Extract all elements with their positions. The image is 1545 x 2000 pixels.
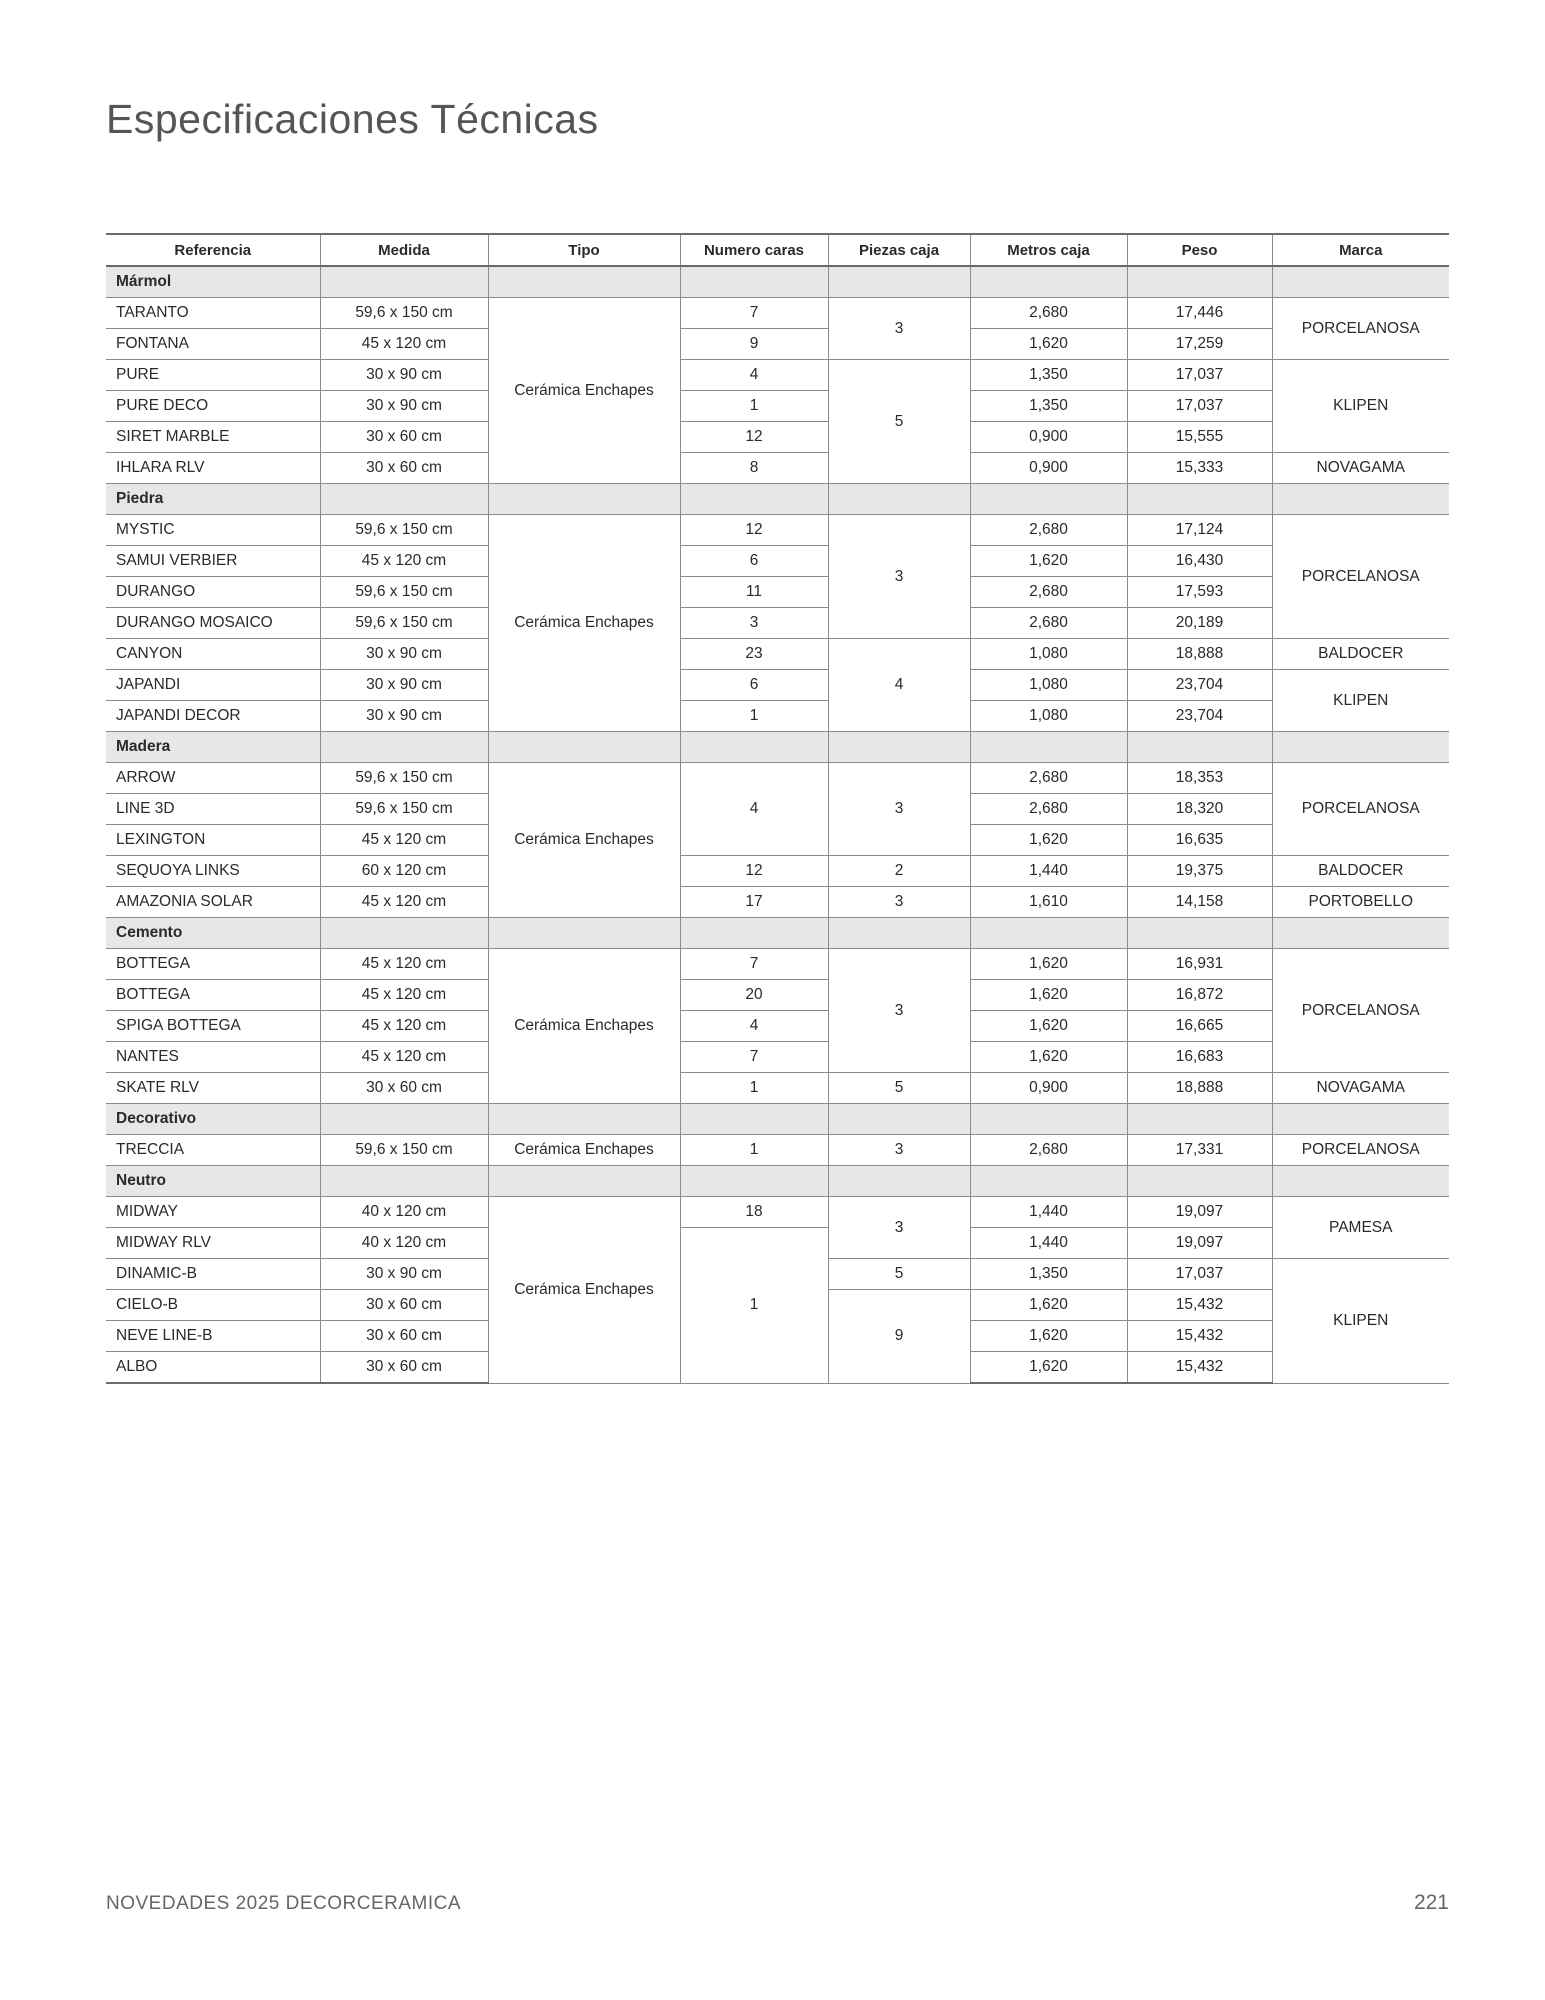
category-row-madera <box>106 732 1449 763</box>
cell-caras: 6 <box>680 546 828 577</box>
category-row-marmol <box>106 266 1449 298</box>
cell-metros: 1,610 <box>970 887 1127 918</box>
category-row-cemento <box>106 918 1449 949</box>
cell-referencia: CIELO-B <box>106 1290 320 1321</box>
cell-tipo: Cerámica Enchapes <box>488 763 680 918</box>
cell-peso: 17,331 <box>1127 1135 1272 1166</box>
table-row <box>106 856 1449 887</box>
category-label: Mármol <box>106 266 320 298</box>
cell-caras: 1 <box>680 701 828 732</box>
cell-referencia: LINE 3D <box>106 794 320 825</box>
cell-metros: 1,440 <box>970 856 1127 887</box>
cell-referencia: FONTANA <box>106 329 320 360</box>
cell-peso: 18,888 <box>1127 639 1272 670</box>
cell-marca: PORCELANOSA <box>1272 949 1449 1073</box>
cell-piezas: 3 <box>828 1197 970 1259</box>
cell-peso: 15,432 <box>1127 1290 1272 1321</box>
cell-piezas: 3 <box>828 887 970 918</box>
category-row-piedra <box>106 484 1449 515</box>
cell-piezas: 3 <box>828 949 970 1073</box>
cell-peso: 23,704 <box>1127 670 1272 701</box>
cell-referencia: PURE <box>106 360 320 391</box>
cell-metros: 2,680 <box>970 763 1127 794</box>
cell-medida: 45 x 120 cm <box>320 1042 488 1073</box>
cell-marca: PORCELANOSA <box>1272 298 1449 360</box>
cell-referencia: MIDWAY <box>106 1197 320 1228</box>
cell-piezas: 5 <box>828 1259 970 1290</box>
cell-metros: 2,680 <box>970 298 1127 329</box>
table-row <box>106 701 1449 732</box>
cell-metros: 1,080 <box>970 701 1127 732</box>
cell-marca: NOVAGAMA <box>1272 1073 1449 1104</box>
cell-peso: 17,446 <box>1127 298 1272 329</box>
header-medida: Medida <box>320 234 488 266</box>
cell-caras: 6 <box>680 670 828 701</box>
cell-peso: 19,097 <box>1127 1197 1272 1228</box>
table-row <box>106 887 1449 918</box>
cell-peso: 16,931 <box>1127 949 1272 980</box>
table-row <box>106 329 1449 360</box>
cell-referencia: MIDWAY RLV <box>106 1228 320 1259</box>
cell-referencia: AMAZONIA SOLAR <box>106 887 320 918</box>
table-row <box>106 763 1449 794</box>
cell-peso: 16,683 <box>1127 1042 1272 1073</box>
cell-peso: 19,097 <box>1127 1228 1272 1259</box>
specifications-table <box>106 233 1449 1384</box>
header-numero-caras: Numero caras <box>680 234 828 266</box>
cell-medida: 60 x 120 cm <box>320 856 488 887</box>
table-row <box>106 453 1449 484</box>
cell-metros: 1,350 <box>970 1259 1127 1290</box>
cell-referencia: IHLARA RLV <box>106 453 320 484</box>
cell-metros: 1,620 <box>970 546 1127 577</box>
cell-marca: PORCELANOSA <box>1272 1135 1449 1166</box>
cell-metros: 2,680 <box>970 794 1127 825</box>
cell-referencia: ARROW <box>106 763 320 794</box>
cell-tipo: Cerámica Enchapes <box>488 298 680 484</box>
table-row <box>106 1011 1449 1042</box>
cell-metros: 1,080 <box>970 670 1127 701</box>
cell-peso: 20,189 <box>1127 608 1272 639</box>
category-label: Piedra <box>106 484 320 515</box>
header-piezas-caja: Piezas caja <box>828 234 970 266</box>
cell-metros: 0,900 <box>970 1073 1127 1104</box>
cell-peso: 17,037 <box>1127 391 1272 422</box>
cell-medida: 30 x 60 cm <box>320 1352 488 1384</box>
cell-metros: 1,440 <box>970 1228 1127 1259</box>
cell-piezas: 5 <box>828 360 970 484</box>
cell-referencia: SIRET MARBLE <box>106 422 320 453</box>
cell-medida: 45 x 120 cm <box>320 980 488 1011</box>
table-row <box>106 360 1449 391</box>
cell-caras: 23 <box>680 639 828 670</box>
cell-peso: 18,320 <box>1127 794 1272 825</box>
cell-metros: 1,620 <box>970 949 1127 980</box>
cell-referencia: ALBO <box>106 1352 320 1384</box>
cell-marca: BALDOCER <box>1272 856 1449 887</box>
table-row <box>106 639 1449 670</box>
cell-caras: 7 <box>680 298 828 329</box>
cell-medida: 59,6 x 150 cm <box>320 577 488 608</box>
cell-referencia: SKATE RLV <box>106 1073 320 1104</box>
cell-peso: 15,432 <box>1127 1352 1272 1384</box>
cell-metros: 1,350 <box>970 391 1127 422</box>
cell-marca: PORCELANOSA <box>1272 763 1449 856</box>
cell-caras: 12 <box>680 422 828 453</box>
cell-metros: 2,680 <box>970 577 1127 608</box>
cell-piezas: 3 <box>828 298 970 360</box>
category-label: Madera <box>106 732 320 763</box>
table-row <box>106 422 1449 453</box>
cell-medida: 30 x 90 cm <box>320 1259 488 1290</box>
cell-metros: 1,620 <box>970 825 1127 856</box>
cell-piezas: 2 <box>828 856 970 887</box>
cell-referencia: BOTTEGA <box>106 949 320 980</box>
cell-piezas: 3 <box>828 515 970 639</box>
cell-caras: 1 <box>680 1073 828 1104</box>
cell-metros: 2,680 <box>970 515 1127 546</box>
cell-referencia: NANTES <box>106 1042 320 1073</box>
cell-medida: 30 x 90 cm <box>320 391 488 422</box>
cell-caras: 20 <box>680 980 828 1011</box>
cell-caras: 11 <box>680 577 828 608</box>
cell-referencia: CANYON <box>106 639 320 670</box>
cell-marca: PAMESA <box>1272 1197 1449 1259</box>
cell-medida: 40 x 120 cm <box>320 1228 488 1259</box>
cell-caras: 12 <box>680 515 828 546</box>
table-row <box>106 980 1449 1011</box>
cell-referencia: PURE DECO <box>106 391 320 422</box>
cell-medida: 30 x 60 cm <box>320 422 488 453</box>
cell-peso: 17,037 <box>1127 360 1272 391</box>
cell-marca: PORCELANOSA <box>1272 515 1449 639</box>
cell-metros: 2,680 <box>970 608 1127 639</box>
cell-peso: 16,635 <box>1127 825 1272 856</box>
cell-caras: 18 <box>680 1197 828 1228</box>
cell-peso: 17,259 <box>1127 329 1272 360</box>
cell-referencia: DINAMIC-B <box>106 1259 320 1290</box>
cell-peso: 16,872 <box>1127 980 1272 1011</box>
cell-medida: 30 x 90 cm <box>320 670 488 701</box>
cell-peso: 14,158 <box>1127 887 1272 918</box>
cell-medida: 45 x 120 cm <box>320 825 488 856</box>
cell-marca: KLIPEN <box>1272 670 1449 732</box>
table-row <box>106 298 1449 329</box>
cell-medida: 45 x 120 cm <box>320 546 488 577</box>
header-peso: Peso <box>1127 234 1272 266</box>
cell-caras: 4 <box>680 763 828 856</box>
cell-tipo: Cerámica Enchapes <box>488 515 680 732</box>
cell-referencia: DURANGO <box>106 577 320 608</box>
cell-referencia: SPIGA BOTTEGA <box>106 1011 320 1042</box>
cell-referencia: JAPANDI DECOR <box>106 701 320 732</box>
cell-referencia: MYSTIC <box>106 515 320 546</box>
cell-medida: 40 x 120 cm <box>320 1197 488 1228</box>
cell-peso: 16,665 <box>1127 1011 1272 1042</box>
cell-peso: 15,432 <box>1127 1321 1272 1352</box>
cell-caras: 17 <box>680 887 828 918</box>
cell-peso: 15,333 <box>1127 453 1272 484</box>
cell-medida: 30 x 90 cm <box>320 639 488 670</box>
cell-peso: 19,375 <box>1127 856 1272 887</box>
header-marca: Marca <box>1272 234 1449 266</box>
cell-caras: 8 <box>680 453 828 484</box>
cell-tipo: Cerámica Enchapes <box>488 1135 680 1166</box>
cell-caras: 12 <box>680 856 828 887</box>
table-header-row <box>106 234 1449 266</box>
cell-metros: 1,620 <box>970 1352 1127 1384</box>
cell-tipo: Cerámica Enchapes <box>488 949 680 1104</box>
header-metros-caja: Metros caja <box>970 234 1127 266</box>
table-row <box>106 1135 1449 1166</box>
cell-referencia: BOTTEGA <box>106 980 320 1011</box>
cell-caras: 7 <box>680 1042 828 1073</box>
table-row <box>106 515 1449 546</box>
category-label: Decorativo <box>106 1104 320 1135</box>
cell-caras: 9 <box>680 329 828 360</box>
cell-peso: 17,037 <box>1127 1259 1272 1290</box>
cell-metros: 0,900 <box>970 453 1127 484</box>
cell-metros: 1,080 <box>970 639 1127 670</box>
cell-medida: 59,6 x 150 cm <box>320 298 488 329</box>
cell-medida: 30 x 60 cm <box>320 1321 488 1352</box>
cell-metros: 1,350 <box>970 360 1127 391</box>
cell-metros: 1,620 <box>970 980 1127 1011</box>
table-row <box>106 1197 1449 1228</box>
cell-metros: 1,620 <box>970 1321 1127 1352</box>
cell-medida: 59,6 x 150 cm <box>320 763 488 794</box>
cell-medida: 30 x 90 cm <box>320 701 488 732</box>
table-row <box>106 1073 1449 1104</box>
cell-caras: 4 <box>680 360 828 391</box>
cell-metros: 2,680 <box>970 1135 1127 1166</box>
cell-referencia: TARANTO <box>106 298 320 329</box>
table-row <box>106 949 1449 980</box>
table-row <box>106 546 1449 577</box>
cell-referencia: NEVE LINE-B <box>106 1321 320 1352</box>
cell-marca: BALDOCER <box>1272 639 1449 670</box>
cell-caras: 4 <box>680 1011 828 1042</box>
cell-medida: 30 x 90 cm <box>320 360 488 391</box>
table-row <box>106 608 1449 639</box>
cell-medida: 59,6 x 150 cm <box>320 608 488 639</box>
cell-medida: 59,6 x 150 cm <box>320 1135 488 1166</box>
cell-marca: PORTOBELLO <box>1272 887 1449 918</box>
cell-medida: 45 x 120 cm <box>320 329 488 360</box>
cell-piezas: 9 <box>828 1290 970 1384</box>
category-label: Neutro <box>106 1166 320 1197</box>
cell-referencia: LEXINGTON <box>106 825 320 856</box>
cell-piezas: 3 <box>828 1135 970 1166</box>
cell-referencia: SEQUOYA LINKS <box>106 856 320 887</box>
page-number: 221 <box>1413 1891 1449 1914</box>
cell-piezas: 4 <box>828 639 970 732</box>
cell-caras: 3 <box>680 608 828 639</box>
cell-peso: 16,430 <box>1127 546 1272 577</box>
table-row <box>106 1042 1449 1073</box>
category-row-neutro <box>106 1166 1449 1197</box>
table-row <box>106 1228 1449 1259</box>
table-row <box>106 577 1449 608</box>
cell-piezas: 5 <box>828 1073 970 1104</box>
cell-medida: 30 x 60 cm <box>320 453 488 484</box>
cell-medida: 45 x 120 cm <box>320 949 488 980</box>
cell-medida: 45 x 120 cm <box>320 1011 488 1042</box>
cell-marca: KLIPEN <box>1272 1259 1449 1384</box>
cell-metros: 1,620 <box>970 1042 1127 1073</box>
cell-peso: 23,704 <box>1127 701 1272 732</box>
cell-referencia: JAPANDI <box>106 670 320 701</box>
cell-caras: 1 <box>680 1135 828 1166</box>
cell-caras: 1 <box>680 391 828 422</box>
cell-peso: 18,353 <box>1127 763 1272 794</box>
cell-medida: 30 x 60 cm <box>320 1073 488 1104</box>
cell-tipo: Cerámica Enchapes <box>488 1197 680 1384</box>
header-referencia: Referencia <box>106 234 320 266</box>
cell-medida: 59,6 x 150 cm <box>320 794 488 825</box>
cell-marca: KLIPEN <box>1272 360 1449 453</box>
cell-peso: 17,124 <box>1127 515 1272 546</box>
header-tipo: Tipo <box>488 234 680 266</box>
footer-publication: NOVEDADES 2025 DECORCERAMICA <box>106 1893 462 1914</box>
cell-medida: 45 x 120 cm <box>320 887 488 918</box>
category-label: Cemento <box>106 918 320 949</box>
cell-metros: 1,620 <box>970 1011 1127 1042</box>
cell-metros: 1,620 <box>970 1290 1127 1321</box>
cell-referencia: TRECCIA <box>106 1135 320 1166</box>
page-title: Especificaciones Técnicas <box>106 96 599 142</box>
table-row <box>106 670 1449 701</box>
category-row-decorativo <box>106 1104 1449 1135</box>
cell-medida: 30 x 60 cm <box>320 1290 488 1321</box>
table-row <box>106 391 1449 422</box>
cell-peso: 15,555 <box>1127 422 1272 453</box>
cell-referencia: SAMUI VERBIER <box>106 546 320 577</box>
cell-referencia: DURANGO MOSAICO <box>106 608 320 639</box>
cell-caras: 1 <box>680 1228 828 1384</box>
cell-metros: 0,900 <box>970 422 1127 453</box>
cell-metros: 1,620 <box>970 329 1127 360</box>
cell-medida: 59,6 x 150 cm <box>320 515 488 546</box>
cell-piezas: 3 <box>828 763 970 856</box>
cell-caras: 7 <box>680 949 828 980</box>
cell-marca: NOVAGAMA <box>1272 453 1449 484</box>
cell-peso: 18,888 <box>1127 1073 1272 1104</box>
cell-peso: 17,593 <box>1127 577 1272 608</box>
cell-metros: 1,440 <box>970 1197 1127 1228</box>
